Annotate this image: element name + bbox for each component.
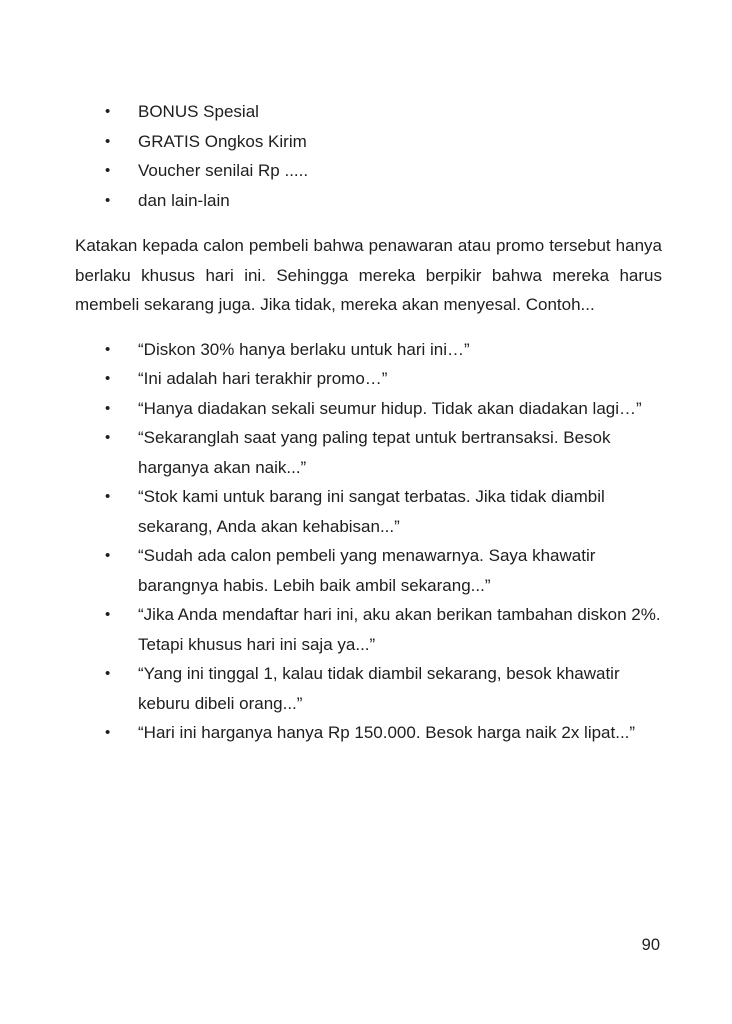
list-item-text: “Hari ini harganya hanya Rp 150.000. Besok harga naik 2x lipat...” [138,723,636,742]
list-item [105,335,662,365]
bullet-icon: • [105,191,111,209]
list-item-text: “Yang ini tinggal 1, kalau tidak diambil sekarang, besok khawatir keburu dibeli orang...” [138,664,620,713]
list-item-text: “Ini adalah hari terakhir promo…” [138,369,388,388]
list-item-text: dan lain-lain [138,190,230,210]
bullet-icon: • [105,606,111,623]
list-item [105,97,662,127]
body-paragraph: Katakan kepada calon pembeli bahwa penawaran atau promo tersebut hanya berlaku khusus hari ini. Sehingga mereka berpikir bahwa mereka harus membeli sekarang juga. Jika tidak, mereka akan menyesal. Contoh... [75,236,662,314]
list-item-text: “Sekaranglah saat yang paling tepat untuk bertransaksi. Besok harganya akan naik...” [138,428,611,477]
bullet-icon: • [105,132,111,150]
list-item [105,659,662,718]
bullet-icon: • [105,340,111,358]
bullet-icon: • [105,162,111,179]
list-item [105,482,662,541]
bonus-list [75,97,662,215]
list-item [105,423,662,482]
bullet-icon: • [105,665,111,682]
list-item-text: “Hanya diadakan sekali seumur hidup. Tidak akan diadakan lagi…” [138,398,642,418]
bullet-icon: • [105,547,111,564]
list-item [105,718,662,748]
list-item-text: “Diskon 30% hanya berlaku untuk hari ini…” [138,339,470,359]
list-item [105,364,662,394]
list-item [105,127,662,157]
list-item-text: “Stok kami untuk barang ini sangat terbatas. Jika tidak diambil sekarang, Anda akan kehabisan...” [138,487,605,536]
list-item [105,600,662,659]
bullet-icon: • [105,488,111,505]
list-item-text: “Jika Anda mendaftar hari ini, aku akan berikan tambahan diskon 2%. Tetapi khusus hari ini saja ya...” [138,605,661,654]
bullet-icon: • [105,724,111,741]
bullet-icon: • [105,429,111,446]
bullet-icon: • [105,399,111,417]
list-item [105,186,662,216]
list-item [105,394,662,424]
list-item [105,541,662,600]
list-item-text: BONUS Spesial [138,102,259,121]
list-item-text: Voucher senilai Rp ..... [138,161,309,180]
bullet-icon: • [105,370,111,387]
examples-list [75,335,662,748]
list-item [105,156,662,186]
bullet-icon: • [105,103,111,120]
page-number: 90 [641,936,660,954]
list-item-text: GRATIS Ongkos Kirim [138,131,307,151]
page-content [75,97,662,764]
list-item-text: “Sudah ada calon pembeli yang menawarnya. Saya khawatir barangnya habis. Lebih baik ambil sekarang...” [138,546,596,595]
